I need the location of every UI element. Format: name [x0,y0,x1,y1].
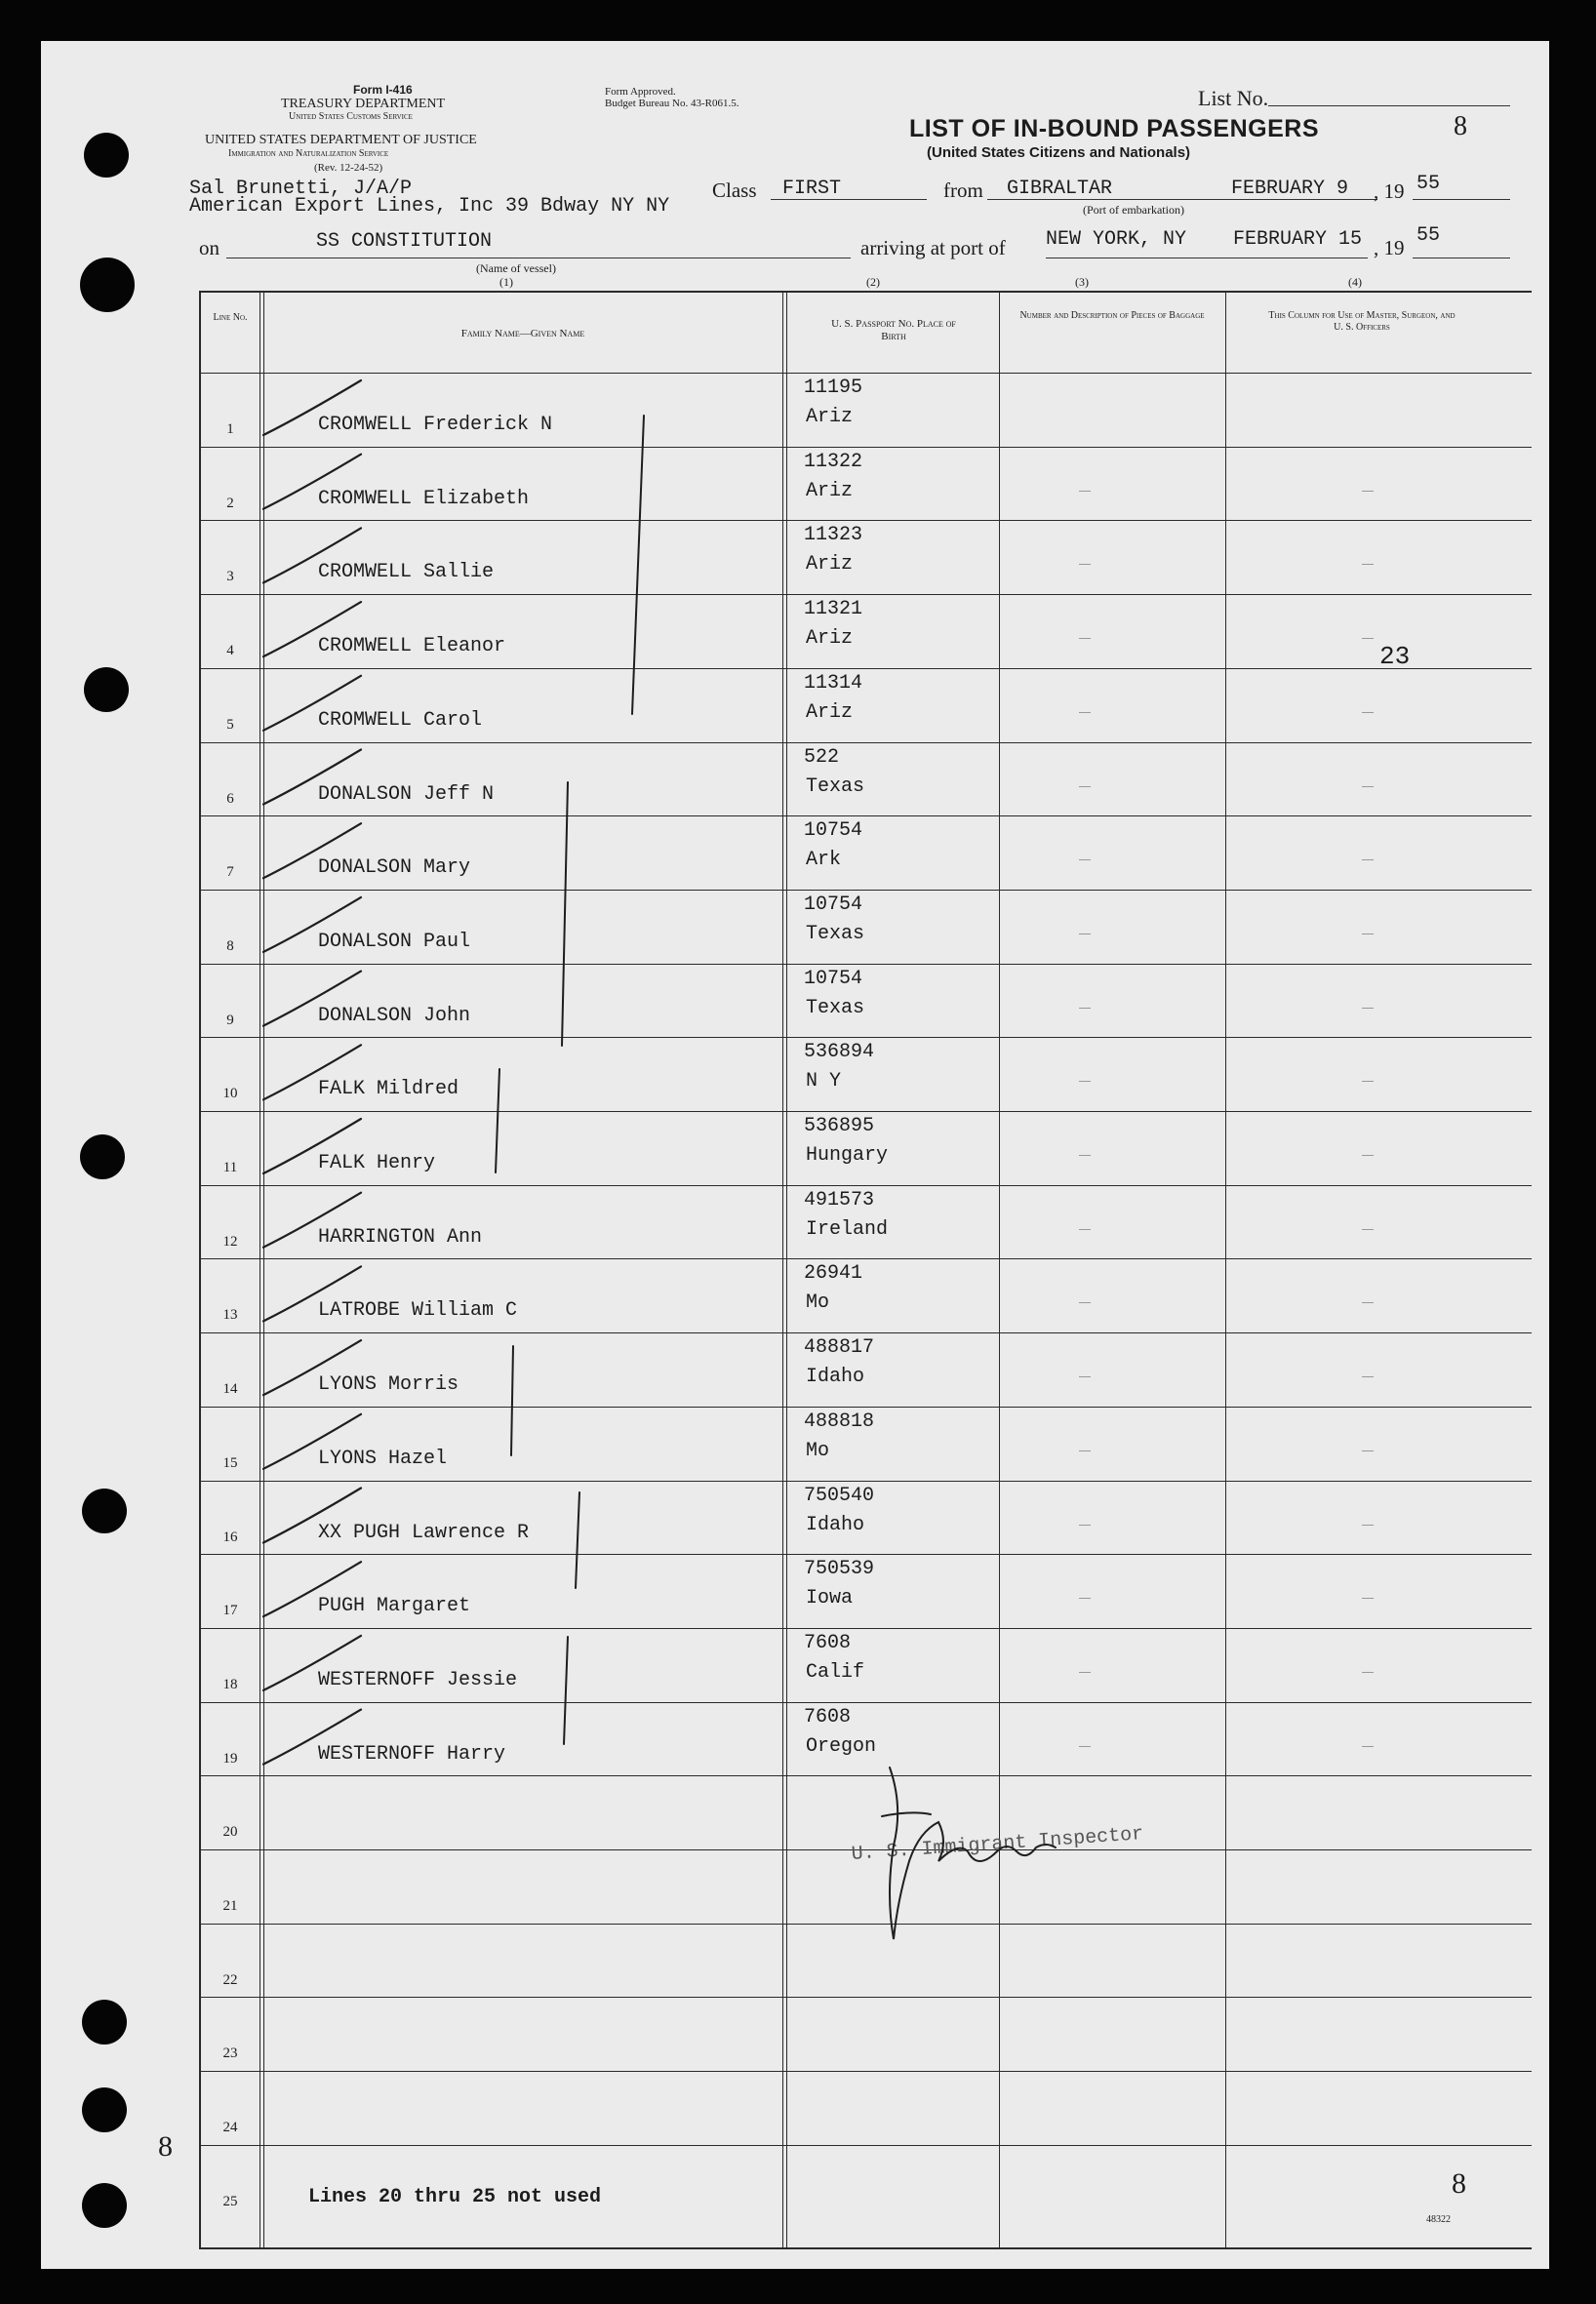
passenger-name: LYONS Morris [318,1373,459,1397]
immigrant-inspector-stamp: U. S. Immigrant Inspector [851,1823,1144,1866]
line-number: 22 [222,1971,238,1988]
line-number: 18 [222,1676,238,1692]
line-number: 3 [226,569,234,585]
class-label: Class [712,179,757,202]
passport-number: 11321 [804,598,863,621]
place-of-birth: Idaho [806,1513,865,1536]
revision-date: (Rev. 12-24-52) [314,162,383,174]
column-header-passport: U. S. Passport No. Place of Birth [831,318,956,342]
arriving-port: NEW YORK, NY [1046,228,1187,251]
document-subtitle: (United States Citizens and Nationals) [927,144,1191,161]
place-of-birth: Texas [806,922,865,945]
passport-number: 750539 [804,1558,875,1581]
passenger-name: HARRINGTON Ann [318,1225,483,1249]
passenger-name: DONALSON Mary [318,856,471,880]
line-number: 1 [226,421,234,437]
place-of-birth: Iowa [806,1587,854,1610]
passenger-name: CROMWELL Frederick N [318,414,553,436]
line-number: 24 [222,2120,238,2136]
column-2-number: (2) [866,275,880,289]
passport-number: 488818 [804,1410,875,1433]
passport-number: 488817 [804,1336,875,1360]
line-number: 17 [222,1603,238,1619]
class-value: FIRST [782,178,842,200]
column-3-number: (3) [1075,275,1089,289]
form-approved: Form Approved. [605,86,676,98]
line-number: 16 [222,1529,238,1545]
place-of-birth: Texas [806,775,865,798]
handwritten-annotations [41,41,1549,2269]
unused-lines-note: Lines 20 thru 25 not used [308,2185,602,2208]
agent-line-2: American Export Lines, Inc 39 Bdway NY NY [189,195,670,218]
passport-number: 10754 [804,967,863,990]
ins-caption: Immigration and Naturalization Service [228,148,389,159]
place-of-birth: Ariz [806,406,854,428]
passenger-name: PUGH Margaret [318,1595,471,1618]
from-label: from [943,179,983,202]
passport-number: 491573 [804,1188,875,1212]
column-header-baggage: Number and Description of Pieces of Baggage [1019,310,1205,321]
line-number: 20 [222,1824,238,1841]
passport-number: 536895 [804,1115,875,1137]
department-of-justice: UNITED STATES DEPARTMENT OF JUSTICE [205,133,477,147]
line-number: 8 [226,937,234,954]
list-no-value: 8 [1454,111,1467,141]
line-number: 4 [226,643,234,659]
place-of-birth: Mo [806,1291,830,1315]
column-header-officers: This Column for Use of Master, Surgeon, and U. S. Officers [1268,310,1456,333]
passenger-name: XX PUGH Lawrence R [318,1521,530,1544]
arriving-year: 55 [1416,224,1441,247]
budget-bureau: Budget Bureau No. 43-R061.5. [605,98,739,109]
on-label: on [199,236,219,259]
passport-number: 26941 [804,1262,863,1286]
passenger-name: LATROBE William C [318,1299,518,1323]
passport-number: 750540 [804,1484,875,1507]
passenger-name: WESTERNOFF Jessie [318,1668,518,1691]
from-date: FEBRUARY 9 [1231,178,1349,200]
column-header-name: Family Name—Given Name [460,328,585,339]
place-of-birth: Texas [806,996,865,1019]
line-number: 5 [226,716,234,733]
place-of-birth: N Y [806,1070,842,1093]
place-of-birth: Oregon [806,1734,877,1758]
passenger-name: DONALSON John [318,1004,471,1027]
officer-column-mark: 23 [1379,642,1411,671]
vessel-caption: (Name of vessel) [476,261,556,275]
document-title: LIST OF IN-BOUND PASSENGERS [909,115,1320,142]
line-number: 13 [222,1307,238,1324]
line-number: 9 [226,1012,234,1028]
passenger-name: CROMWELL Eleanor [318,635,506,658]
place-of-birth: Ireland [806,1217,889,1241]
passport-number: 522 [804,745,840,769]
passport-number: 11314 [804,671,863,695]
agent-line-1: Sal Brunetti, J/A/P [189,178,413,200]
from-year-prefix: , 19 [1374,179,1405,203]
arriving-date: FEBRUARY 15 [1233,228,1363,251]
passport-number: 10754 [804,893,863,916]
line-number: 6 [226,790,234,807]
passenger-name: CROMWELL Elizabeth [318,487,530,510]
passenger-name: LYONS Hazel [318,1447,448,1470]
line-number: 2 [226,495,234,511]
passport-number: 10754 [804,819,863,843]
passport-number: 7608 [804,1631,852,1654]
place-of-birth: Hungary [806,1144,889,1167]
passenger-name: DONALSON Jeff N [318,782,495,806]
vessel-name: SS CONSTITUTION [316,230,493,253]
line-number: 23 [222,2046,238,2062]
place-of-birth: Calif [806,1660,865,1684]
treasury-department: TREASURY DEPARTMENT [281,97,446,111]
arriving-label: arriving at port of [860,236,1006,259]
column-4-number: (4) [1348,275,1362,289]
printer-code: 48322 [1426,2214,1451,2225]
left-margin-number: 8 [158,2130,173,2163]
passport-number: 11322 [804,450,863,473]
line-number: 10 [222,1086,238,1102]
line-number: 15 [222,1454,238,1471]
line-number: 12 [222,1233,238,1250]
line-number: 21 [222,1898,238,1914]
passenger-name: WESTERNOFF Harry [318,1742,506,1766]
place-of-birth: Ariz [806,553,854,576]
place-of-birth: Ariz [806,627,854,651]
passport-number: 11323 [804,524,863,547]
line-number: 25 [222,2193,238,2209]
place-of-birth: Ariz [806,700,854,724]
column-1-number: (1) [499,275,513,289]
passenger-name: CROMWELL Carol [318,708,483,732]
place-of-birth: Idaho [806,1366,865,1389]
document-page [41,41,1549,2269]
from-value: GIBRALTAR [1007,178,1113,200]
place-of-birth: Ariz [806,479,854,502]
bottom-right-number: 8 [1452,2167,1466,2200]
arriving-year-prefix: , 19 [1374,236,1405,259]
column-header-line-no: Line No. [213,312,248,323]
passport-number: 536894 [804,1041,875,1064]
passport-number: 7608 [804,1705,852,1728]
form-number: Form I-416 [353,83,413,97]
line-number: 7 [226,864,234,881]
passenger-name: DONALSON Paul [318,930,471,953]
line-number: 19 [222,1750,238,1767]
from-year: 55 [1416,173,1441,195]
passenger-name: CROMWELL Sallie [318,561,495,584]
place-of-birth: Ark [806,849,842,872]
line-number: 11 [222,1160,238,1175]
list-no-label: List No. [1198,86,1269,110]
port-embarkation-caption: (Port of embarkation) [1083,203,1184,217]
passenger-name: FALK Mildred [318,1078,459,1101]
passenger-name: FALK Henry [318,1152,436,1174]
line-number: 14 [222,1381,238,1398]
passport-number: 11195 [804,377,863,399]
place-of-birth: Mo [806,1439,830,1462]
customs-service: United States Customs Service [289,111,413,122]
